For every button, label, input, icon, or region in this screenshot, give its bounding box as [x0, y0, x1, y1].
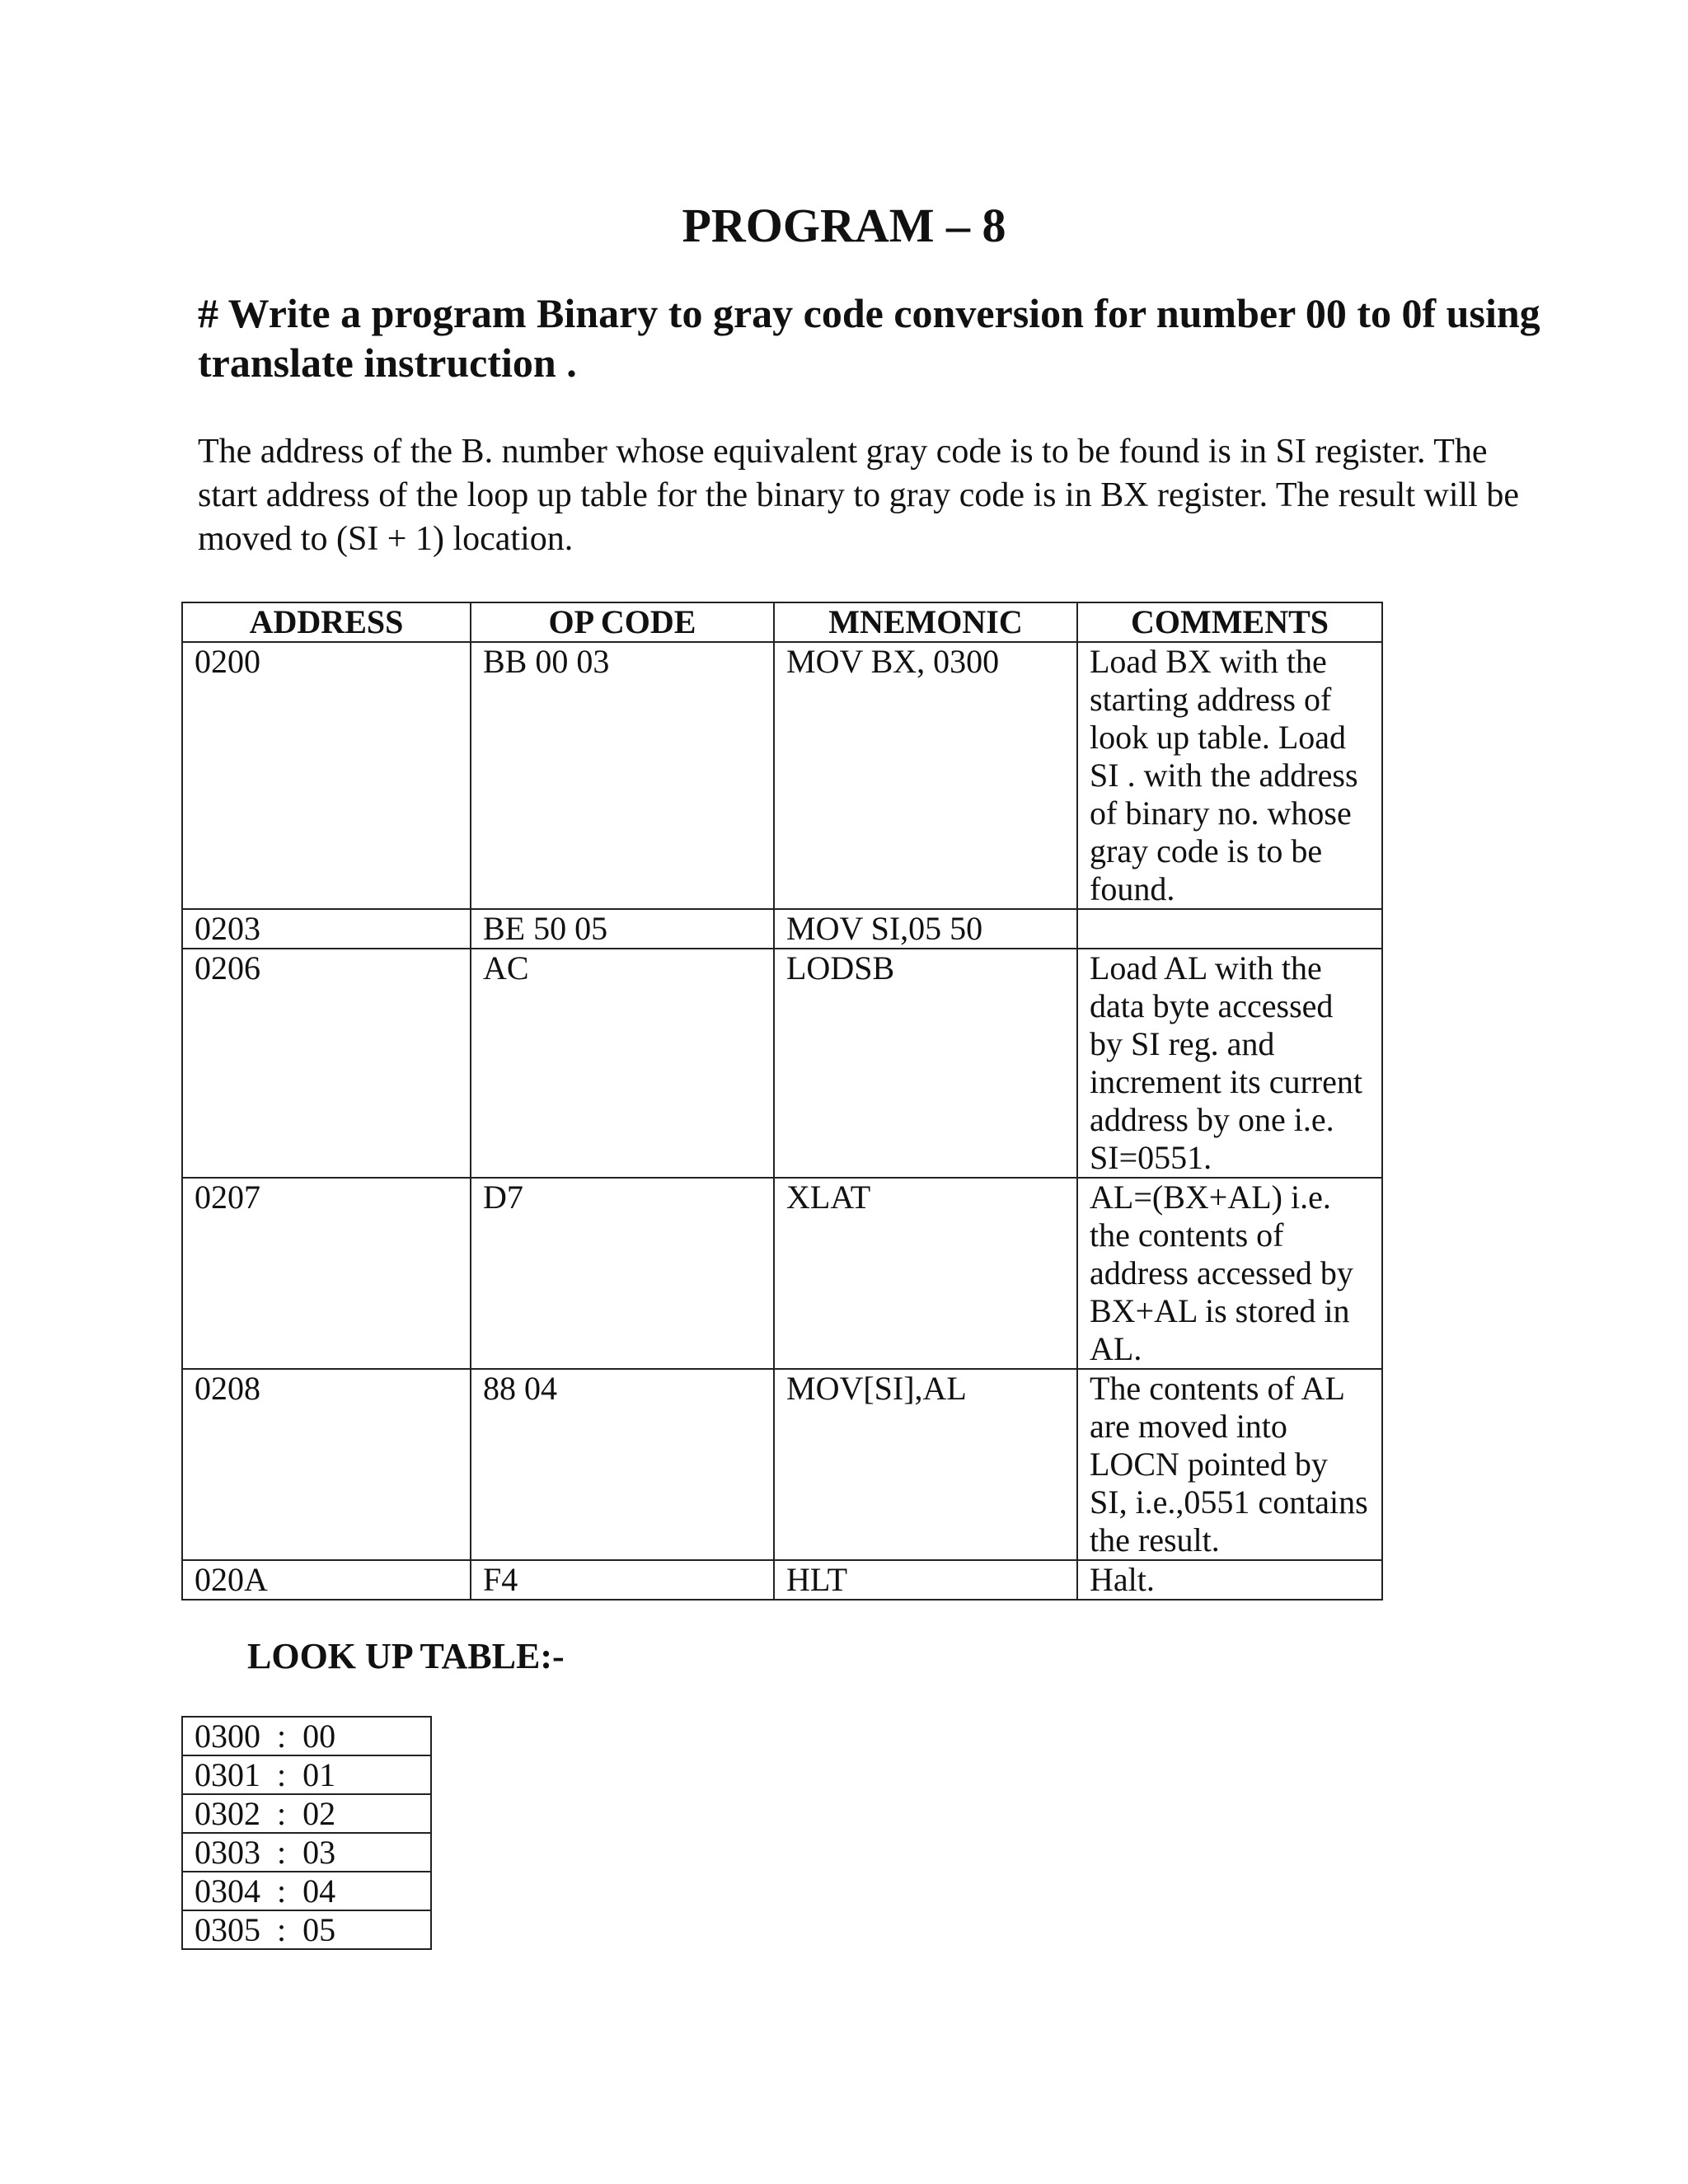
- lookup-entry: 0303 : 03: [182, 1833, 431, 1872]
- table-row: [182, 909, 1382, 949]
- cell-mnemonic: MOV BX, 0300: [774, 642, 1077, 909]
- lookup-entry: 0301 : 01: [182, 1755, 431, 1794]
- table-row: [182, 1560, 1382, 1600]
- cell-op-code: AC: [471, 949, 774, 1178]
- program-table: [181, 602, 1383, 1601]
- table-row: [182, 949, 1382, 1178]
- lookup-table-heading: LOOK UP TABLE:-: [247, 1636, 565, 1676]
- cell-comments: AL=(BX+AL) i.e. the contents of address accessed by BX+AL is stored in AL.: [1077, 1178, 1382, 1369]
- cell-mnemonic: MOV[SI],AL: [774, 1369, 1077, 1560]
- question-text: # Write a program Binary to gray code conversion for number 00 to 0f using translate instruction .: [198, 290, 1540, 386]
- lookup-row: [182, 1755, 431, 1794]
- table-row: [182, 642, 1382, 909]
- cell-address: 020A: [182, 1560, 471, 1600]
- lookup-entry: 0302 : 02: [182, 1794, 431, 1833]
- lookup-table: [181, 1716, 432, 1950]
- cell-address: 0208: [182, 1369, 471, 1560]
- header-mnemonic: MNEMONIC: [774, 602, 1077, 642]
- lookup-entry: 0300 : 00: [182, 1717, 431, 1755]
- lookup-row: [182, 1794, 431, 1833]
- cell-address: 0200: [182, 642, 471, 909]
- cell-op-code: BE 50 05: [471, 909, 774, 949]
- cell-address: 0206: [182, 949, 471, 1178]
- lookup-entry: 0304 : 04: [182, 1872, 431, 1910]
- cell-mnemonic: MOV SI,05 50: [774, 909, 1077, 949]
- header-comments: COMMENTS: [1077, 602, 1382, 642]
- lookup-entry: 0305 : 05: [182, 1910, 431, 1949]
- cell-op-code: BB 00 03: [471, 642, 774, 909]
- cell-op-code: F4: [471, 1560, 774, 1600]
- page-title: PROGRAM – 8: [682, 199, 1006, 252]
- cell-comments: [1077, 909, 1382, 949]
- cell-comments: Halt.: [1077, 1560, 1382, 1600]
- cell-mnemonic: LODSB: [774, 949, 1077, 1178]
- lookup-row: [182, 1910, 431, 1949]
- cell-op-code: 88 04: [471, 1369, 774, 1560]
- cell-op-code: D7: [471, 1178, 774, 1369]
- header-op-code: OP CODE: [471, 602, 774, 642]
- cell-comments: Load AL with the data byte accessed by SI reg. and increment its current address by one i.e. SI=0551.: [1077, 949, 1382, 1178]
- cell-address: 0203: [182, 909, 471, 949]
- cell-address: 0207: [182, 1178, 471, 1369]
- lookup-row: [182, 1717, 431, 1755]
- lookup-row: [182, 1872, 431, 1910]
- intro-paragraph: The address of the B. number whose equivalent gray code is to be found is in SI register. The start address of the loop up table for the binary to gray code is in BX register. The result will be moved to (SI + 1) location.: [198, 433, 1519, 558]
- cell-comments: The contents of AL are moved into LOCN pointed by SI, i.e.,0551 contains the result.: [1077, 1369, 1382, 1560]
- cell-mnemonic: HLT: [774, 1560, 1077, 1600]
- table-row: [182, 1178, 1382, 1369]
- table-header-row: [182, 602, 1382, 642]
- cell-mnemonic: XLAT: [774, 1178, 1077, 1369]
- cell-comments: Load BX with the starting address of look up table. Load SI . with the address of binary no. whose gray code is to be found.: [1077, 642, 1382, 909]
- header-address: ADDRESS: [182, 602, 471, 642]
- lookup-row: [182, 1833, 431, 1872]
- table-row: [182, 1369, 1382, 1560]
